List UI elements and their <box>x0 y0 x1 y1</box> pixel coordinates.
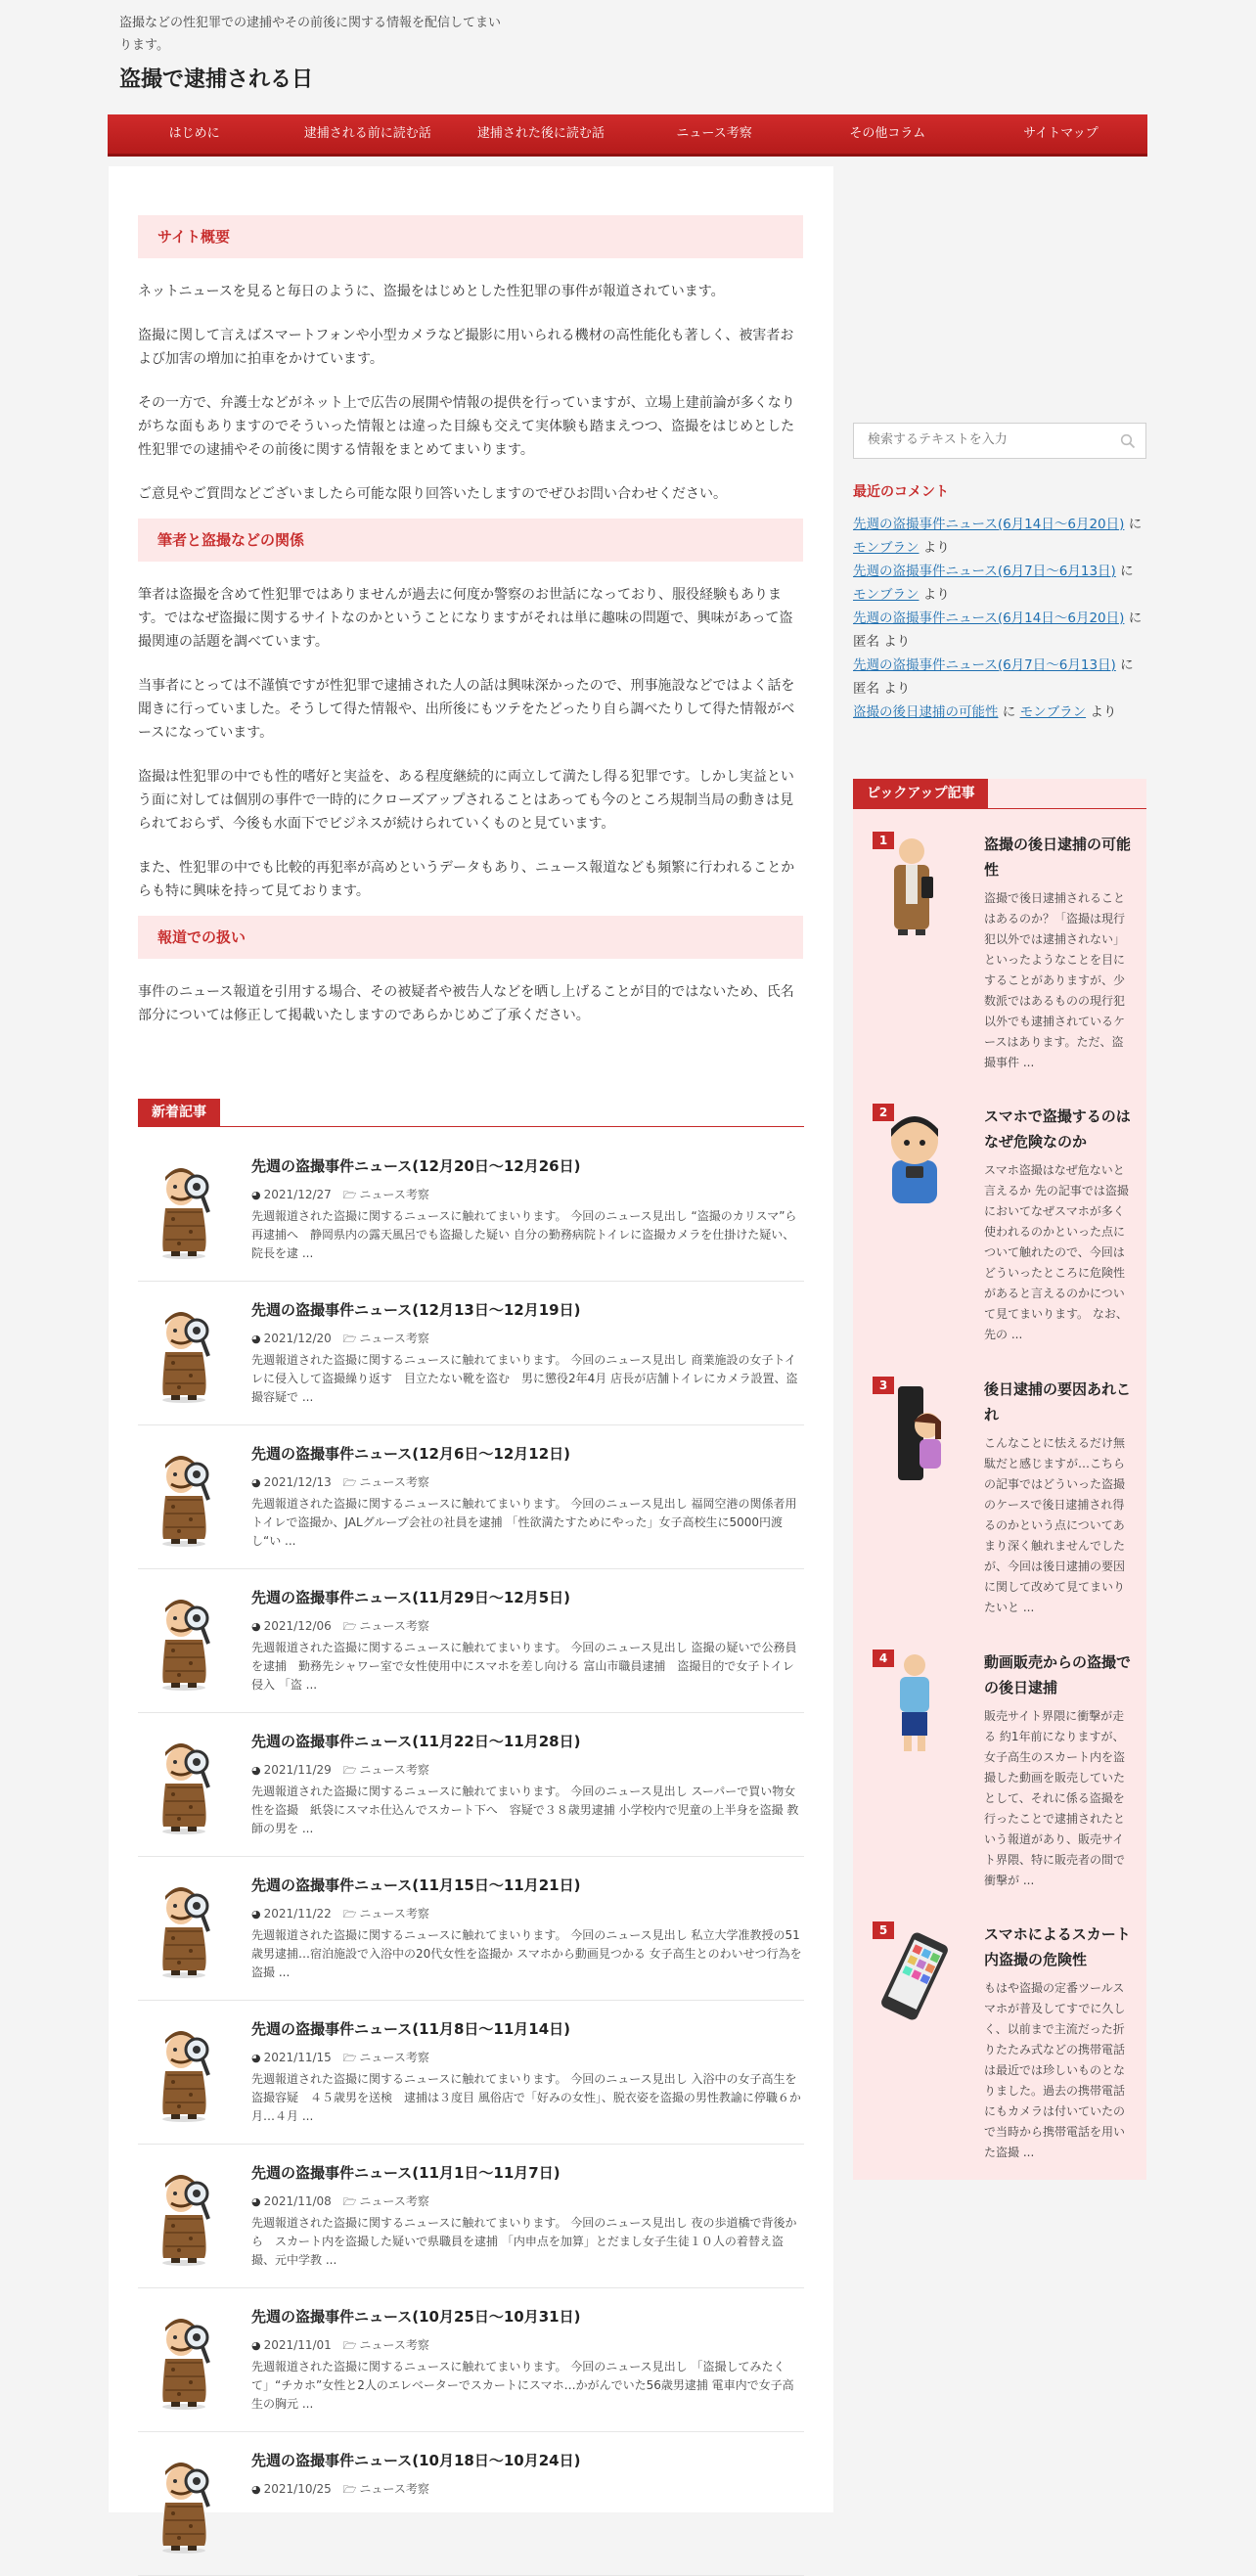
clock-icon: ◕ <box>251 1620 261 1633</box>
overview-paragraph: その一方で、弁護士などがネット上で広告の展開や情報の提供を行っていますが、立場上建前論が多くなりがちな面もありますのでそういった情報とは違った目線も交えて実体験も踏まえつつ、盗撮をはじめとした性犯罪での逮捕やその前後に関する情報をまとめてまいります。 <box>138 395 795 458</box>
article-category[interactable] <box>343 1188 429 1201</box>
author-paragraph: 当事者にとっては不謹慎ですが性犯罪で逮捕された人の話は興味深かったので、刑事施設などではよく話を聞きに行っていました。そうして得た情報や、出所後にもツテをたどったり自ら調べたりして得た情報がベースになっています。 <box>138 678 795 741</box>
article-card[interactable] <box>138 1282 804 1425</box>
new-articles-heading <box>138 1099 804 1127</box>
comment-connector: に <box>1120 564 1134 579</box>
man-with-phone-icon[interactable] <box>878 836 951 937</box>
folder-icon: 🗁 <box>342 1908 357 1921</box>
pickup-rank-badge: 3 <box>873 1377 894 1394</box>
article-card[interactable] <box>138 1713 804 1857</box>
folder-icon: 🗁 <box>342 1476 357 1489</box>
article-card[interactable] <box>138 2432 804 2576</box>
article-meta <box>251 1905 429 1924</box>
global-nav <box>108 114 1147 157</box>
article-title[interactable]: 先週の盗撮事件ニュース(10月18日～10月24日) <box>251 2452 581 2469</box>
site-tagline: 盗撮などの性犯罪での逮捕やその前後に関する情報を配信してまいります。 <box>119 16 502 53</box>
article-date: 2021/10/25 <box>263 2482 332 2496</box>
nav-item-news[interactable]: ニュース考察 <box>676 126 752 141</box>
comment-suffix: より <box>883 681 911 697</box>
overview-paragraph: 盗撮に関して言えばスマートフォンや小型カメラなど撮影に用いられる機材の高性能化も著しく、被害者および加害の増加に拍車をかけています。 <box>138 328 794 367</box>
article-title[interactable]: 先週の盗撮事件ニュース(11月15日～11月21日) <box>251 1876 581 1894</box>
article-title[interactable]: 先週の盗撮事件ニュース(11月1日～11月7日) <box>251 2164 561 2182</box>
comment-author-link[interactable]: モンブラン <box>853 540 920 556</box>
detective-thumbnail-icon[interactable] <box>152 1589 220 1691</box>
article-category-label[interactable]: ニュース考察 <box>359 1619 429 1633</box>
nav-item-before-arrest[interactable]: 逮捕される前に読む話 <box>303 126 431 141</box>
comment-post-link[interactable]: 先週の盗撮事件ニュース(6月14日～6月20日) <box>853 517 1125 532</box>
detective-thumbnail-icon[interactable] <box>152 1733 220 1834</box>
pickup-title[interactable]: 動画販売からの盗撮での後日逮捕 <box>984 1653 1132 1696</box>
article-category[interactable] <box>343 1332 429 1345</box>
comment-connector: に <box>1128 517 1143 532</box>
recent-comment-item <box>853 700 1146 724</box>
article-excerpt: 先週報道された盗撮に関するニュースに触れてまいります。 今回のニュース見出し 商業施設の女子トイレに侵入して盗撮繰り返す 目立たない靴を盗む 男に懲役2年4月 店長が店舗トイレにカメラ設置、盗撮容疑で ... <box>251 1353 798 1404</box>
recent-comment-item <box>853 560 1146 607</box>
clock-icon: ◕ <box>251 2483 261 2496</box>
pickup-excerpt: 盗撮で後日逮捕されることはあるのか？「盗撮は現行犯以外では逮捕されない」といったようなことを目にすることがありますが、少数派ではあるものの現行犯以外でも逮捕されているケースはあります。ただ、盗撮事件 ... <box>984 891 1126 1069</box>
article-date: 2021/12/06 <box>263 1619 332 1633</box>
article-title[interactable]: 先週の盗撮事件ニュース(11月22日～11月28日) <box>251 1733 581 1750</box>
article-category-label[interactable]: ニュース考察 <box>359 2338 429 2352</box>
folder-icon: 🗁 <box>342 1189 357 1201</box>
article-excerpt: 先週報道された盗撮に関するニュースに触れてまいります。 今回のニュース見出し 盗撮の疑いで公務員を逮捕 勤務先シャワー室で女性使用中にスマホを差し向ける 富山市職員逮捕 盗撮目的で女子トイレ侵入 「盗 ... <box>251 1641 797 1692</box>
clock-icon: ◕ <box>251 1476 261 1489</box>
comment-post-link[interactable]: 先週の盗撮事件ニュース(6月14日～6月20日) <box>853 610 1125 626</box>
reporting-paragraph: 事件のニュース報道を引用する場合、その被疑者や被告人などを晒し上げることが目的ではないため、氏名部分については修正して掲載いたしますのであらかじめご了承ください。 <box>138 984 794 1023</box>
folder-icon: 🗁 <box>342 2052 357 2064</box>
article-excerpt: 先週報道された盗撮に関するニュースに触れてまいります。 今回のニュース見出し “盗撮のカリスマ”ら再逮捕へ 静岡県内の露天風呂でも盗撮した疑い 自分の勤務病院トイレに盗撮カメラを仕掛けた疑い、院長を逮 ... <box>251 1209 797 1260</box>
article-category-label[interactable]: ニュース考察 <box>359 2194 429 2208</box>
detective-thumbnail-icon[interactable] <box>152 2020 220 2122</box>
pickup-rank-badge: 1 <box>873 832 894 849</box>
article-date: 2021/12/20 <box>263 1332 332 1345</box>
search-icon[interactable] <box>1120 433 1136 453</box>
article-category-label[interactable]: ニュース考察 <box>359 1475 429 1489</box>
detective-thumbnail-icon[interactable] <box>152 1445 220 1547</box>
clock-icon: ◕ <box>251 1764 261 1777</box>
article-date: 2021/11/22 <box>263 1907 332 1921</box>
folder-icon: 🗁 <box>342 1333 357 1345</box>
article-category[interactable] <box>343 2051 429 2064</box>
hiding-girl-icon[interactable] <box>878 1380 951 1482</box>
article-title[interactable]: 先週の盗撮事件ニュース(10月25日～10月31日) <box>251 2308 581 2326</box>
article-meta <box>251 2480 429 2500</box>
pickup-excerpt: こんなことに怯えるだけ無駄だと感じますが…こちらの記事ではどういった盗撮のケースで後日逮捕され得るのかという点についてあまり深く触れませんでしたが、今回は後日逮捕の要因に関して改めて見てまいりたいと ... <box>984 1436 1126 1614</box>
folder-icon: 🗁 <box>342 2339 357 2352</box>
pickup-excerpt: もはや盗撮の定番ツールスマホが普及してすでに久しく、以前まで主流だった折りたたみ式などの携帯電話は最近では珍しいものとなりました。過去の携帯電話にもカメラは付いていたので当時から携帯電話を用いた盗撮 ... <box>984 1981 1126 2159</box>
article-card[interactable] <box>138 1569 804 1713</box>
pickup-rank-badge: 4 <box>873 1650 894 1667</box>
nav-item-intro[interactable]: はじめに <box>168 126 220 141</box>
pickup-rank-badge: 5 <box>873 1921 894 1939</box>
article-card[interactable] <box>138 2001 804 2145</box>
article-meta <box>251 1761 429 1781</box>
article-excerpt: 先週報道された盗撮に関するニュースに触れてまいります。 今回のニュース見出し 夜の歩道橋で背後から スカート内を盗撮した疑いで県職員を逮捕 「内申点を加算」とだまし女子生徒１０人の着替え盗撮、元中学教 ... <box>251 2216 797 2267</box>
article-category[interactable] <box>343 1619 429 1633</box>
article-excerpt: 先週報道された盗撮に関するニュースに触れてまいります。 今回のニュース見出し スーパーで買い物女性を盗撮 紙袋にスマホ仕込んでスカート下へ 容疑で３８歳男逮捕 小学校内で児童の上半身を盗撮 教師の男を ... <box>251 1785 799 1835</box>
section-heading-overview: サイト概要 <box>138 215 803 258</box>
comment-suffix: より <box>1090 704 1117 720</box>
folder-icon: 🗁 <box>342 1764 357 1777</box>
pickup-title[interactable]: スマホによるスカート内盗撮の危険性 <box>984 1925 1131 1968</box>
article-category[interactable] <box>343 1763 429 1777</box>
comment-suffix: より <box>922 540 950 556</box>
comment-post-link[interactable]: 盗撮の後日逮捕の可能性 <box>853 704 999 720</box>
clock-icon: ◕ <box>251 2052 261 2064</box>
article-meta <box>251 2336 429 2356</box>
clock-icon: ◕ <box>251 1908 261 1921</box>
article-meta <box>251 2192 429 2212</box>
clock-icon: ◕ <box>251 2195 261 2208</box>
article-date: 2021/12/13 <box>263 1475 332 1489</box>
pickup-rank-badge: 2 <box>873 1104 894 1121</box>
comment-connector: に <box>1002 704 1016 720</box>
pickup-title[interactable]: スマホで盗撮するのはなぜ危険なのか <box>984 1107 1131 1151</box>
comment-suffix: より <box>883 634 911 650</box>
comment-author: 匿名 <box>853 681 879 697</box>
article-category-label[interactable]: ニュース考察 <box>359 1188 429 1201</box>
detective-thumbnail-icon[interactable] <box>152 2164 220 2266</box>
site-title[interactable]: 盗撮で逮捕される日 <box>119 68 314 92</box>
clock-icon: ◕ <box>251 2339 261 2352</box>
article-category-label[interactable]: ニュース考察 <box>359 2051 429 2064</box>
intro-sections <box>138 215 803 1027</box>
article-meta <box>251 1617 429 1637</box>
nav-item-after-arrest[interactable]: 逮捕された後に読む話 <box>476 126 605 141</box>
pickup-heading <box>853 779 1146 809</box>
comment-author-link[interactable]: モンブラン <box>853 587 920 603</box>
article-card[interactable] <box>138 1138 804 1282</box>
recent-comments-heading: 最近のコメント <box>853 484 949 500</box>
article-category[interactable] <box>343 1907 429 1921</box>
author-paragraph: 筆者は盗撮を含めて性犯罪ではありませんが過去に何度か警察のお世話になっており、服役経験もあります。ではなぜ盗撮に関するサイトなのかということになりますがそれは単に趣味の問題で、興味があって盗撮関連の話題を調べています。 <box>138 587 793 650</box>
author-paragraph: また、性犯罪の中でも比較的再犯率が高めというデータもあり、ニュース報道なども頻繁に行われることからも特に興味を持って見ております。 <box>138 860 795 899</box>
article-card[interactable] <box>138 2288 804 2432</box>
article-category-label[interactable]: ニュース考察 <box>359 1763 429 1777</box>
comment-suffix: より <box>922 587 950 603</box>
detective-thumbnail-icon[interactable] <box>152 1157 220 1259</box>
article-title[interactable]: 先週の盗撮事件ニュース(12月20日～12月26日) <box>251 1157 581 1175</box>
detective-thumbnail-icon[interactable] <box>152 2452 220 2553</box>
article-category[interactable] <box>343 2338 429 2352</box>
article-category[interactable] <box>343 2194 429 2208</box>
article-meta <box>251 2049 429 2068</box>
smartphone-icon[interactable] <box>878 1925 951 2027</box>
article-date: 2021/11/15 <box>263 2051 332 2064</box>
pickup-excerpt: 販売サイト界隈に衝撃が走る 約1年前になりますが、女子高生のスカート内を盗撮した動画を販売していたとして、それに係る盗撮を行ったことで逮捕されたという報道があり、販売サイト界隈、特に販売者の間で衝撃が ... <box>984 1709 1126 1887</box>
new-articles-label: 新着記事 <box>138 1099 220 1126</box>
section-heading-reporting: 報道での扱い <box>138 916 803 959</box>
article-category[interactable] <box>343 1475 429 1489</box>
article-category-label[interactable]: ニュース考察 <box>359 2482 429 2496</box>
article-excerpt: 先週報道された盗撮に関するニュースに触れてまいります。 今回のニュース見出し 入浴中の女子高生を盗撮容疑 ４５歳男を送検 逮捕は３度目 風俗店で「好みの女性」、脱衣姿を盗撮の男性教諭に停職６か月…４月 ... <box>251 2072 801 2123</box>
recent-comments-list <box>853 513 1146 724</box>
pickup-title[interactable]: 盗撮の後日逮捕の可能性 <box>984 836 1132 879</box>
pickup-title[interactable]: 後日逮捕の要因あれこれ <box>984 1380 1132 1424</box>
detective-thumbnail-icon[interactable] <box>152 2308 220 2410</box>
article-card[interactable] <box>138 2145 804 2288</box>
sports-person-icon[interactable] <box>878 1653 951 1755</box>
recent-comment-item <box>853 607 1146 654</box>
article-meta <box>251 1186 429 1205</box>
pickup-heading-label: ピックアップ記事 <box>853 779 988 808</box>
article-date: 2021/11/01 <box>263 2338 332 2352</box>
article-meta <box>251 1330 429 1349</box>
article-card[interactable] <box>138 1857 804 2001</box>
boy-with-phone-icon[interactable] <box>878 1107 951 1209</box>
article-title[interactable]: 先週の盗撮事件ニュース(11月8日～11月14日) <box>251 2020 571 2038</box>
article-category[interactable] <box>343 2482 429 2496</box>
folder-icon: 🗁 <box>342 2195 357 2208</box>
clock-icon: ◕ <box>251 1333 261 1345</box>
article-excerpt: 先週報道された盗撮に関するニュースに触れてまいります。 今回のニュース見出し 福岡空港の関係者用トイレで盗撮か、JALグループ会社の社員を逮捕 「性欲満たすためにやった」女子高校生に5000円渡し“い ... <box>251 1497 797 1548</box>
search-box <box>853 423 1146 459</box>
article-meta <box>251 1473 429 1493</box>
article-date: 2021/11/08 <box>263 2194 332 2208</box>
overview-paragraph: ネットニュースを見ると毎日のように、盗撮をはじめとした性犯罪の事件が報道されています。 <box>138 284 725 299</box>
comment-author-link[interactable]: モンブラン <box>1019 704 1087 720</box>
folder-icon: 🗁 <box>342 2483 357 2496</box>
search-input[interactable] <box>866 431 1114 448</box>
article-excerpt: 先週報道された盗撮に関するニュースに触れてまいります。 今回のニュース見出し 私立大学准教授の51歳男逮捕…宿泊施設で入浴中の20代女性を盗撮か スマホから動画見つかる 女子高生とのわいせつ行為を盗撮 ... <box>251 1928 802 1979</box>
article-title[interactable]: 先週の盗撮事件ニュース(12月6日～12月12日) <box>251 1445 571 1463</box>
article-title[interactable]: 先週の盗撮事件ニュース(11月29日～12月5日) <box>251 1589 571 1606</box>
detective-thumbnail-icon[interactable] <box>152 1301 220 1403</box>
article-date: 2021/12/27 <box>263 1188 332 1201</box>
comment-connector: に <box>1128 610 1143 626</box>
article-excerpt: 先週報道された盗撮に関するニュースに触れてまいります。 今回のニュース見出し 「盗撮してみたくて」“チカホ”女性と2人のエレベーターでスカートにスマホ…かがんでいた56歳男逮捕 電車内で女子高生の胸元 ... <box>251 2360 794 2411</box>
recent-comment-item <box>853 654 1146 700</box>
detective-thumbnail-icon[interactable] <box>152 1876 220 1978</box>
comment-post-link[interactable]: 先週の盗撮事件ニュース(6月7日～6月13日) <box>853 657 1116 673</box>
nav-item-sitemap[interactable]: サイトマップ <box>1023 126 1099 141</box>
article-date: 2021/11/29 <box>263 1763 332 1777</box>
recent-comment-item <box>853 513 1146 560</box>
article-category-label[interactable]: ニュース考察 <box>359 1332 429 1345</box>
overview-paragraph: ご意見やご質問などございましたら可能な限り回答いたしますのでぜひお問い合わせください。 <box>138 486 727 502</box>
article-title[interactable]: 先週の盗撮事件ニュース(12月13日～12月19日) <box>251 1301 581 1319</box>
author-paragraph: 盗撮は性犯罪の中でも性的嗜好と実益を、ある程度継続的に両立して満たし得る犯罪です。しかし実益という面に対しては個別の事件で一時的にクローズアップされることはあっても今のところ規制当局の動きは見られておらず、今後も水面下でビジネスが続けられていくものと見ています。 <box>138 769 794 832</box>
nav-item-columns[interactable]: その他コラム <box>849 126 926 141</box>
article-card[interactable] <box>138 1425 804 1569</box>
comment-post-link[interactable]: 先週の盗撮事件ニュース(6月7日～6月13日) <box>853 564 1116 579</box>
pickup-excerpt: スマホ盗撮はなぜ危ないと言えるか 先の記事では盗撮においてなぜスマホが多く使われるのかといった点について触れたので、今回はどういったところに危険性があると言えるのかについて見てまいります。 なお、先の ... <box>984 1163 1129 1341</box>
folder-icon: 🗁 <box>342 1620 357 1633</box>
section-heading-author: 筆者と盗撮などの関係 <box>138 519 803 562</box>
comment-connector: に <box>1120 657 1134 673</box>
comment-author: 匿名 <box>853 634 879 650</box>
clock-icon: ◕ <box>251 1189 261 1201</box>
article-category-label[interactable]: ニュース考察 <box>359 1907 429 1921</box>
